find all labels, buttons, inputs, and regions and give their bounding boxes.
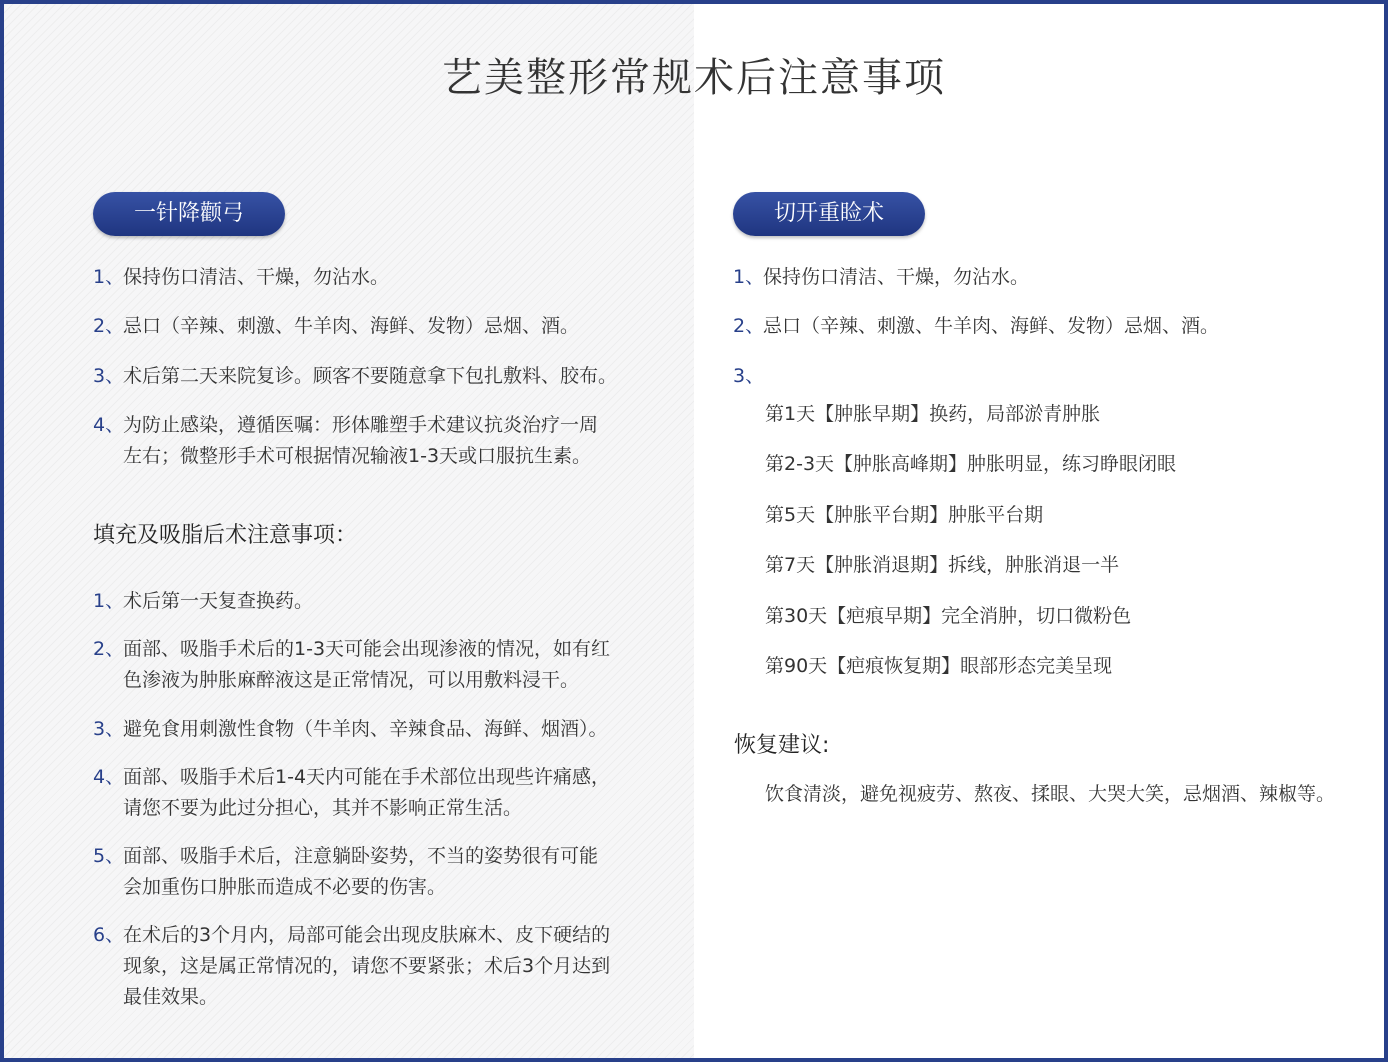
recovery-stage-2: 第2-3天【肿胀高峰期】肿胀明显，练习睁眼闭眼 (765, 453, 1177, 475)
item-number: 1、 (93, 266, 125, 288)
item-text: 最佳效果。 (123, 986, 219, 1008)
recovery-stage-3: 第5天【肿胀平台期】肿胀平台期 (765, 504, 1044, 526)
item-number: 4、 (93, 766, 125, 788)
item-text: 术后第二天来院复诊。顾客不要随意拿下包扎敷料、胶布。 (123, 365, 618, 387)
item-number: 1、 (733, 266, 765, 288)
item-number: 2、 (93, 638, 125, 660)
left-section-pill: 一针降颧弓 (93, 192, 285, 236)
item-number: 3、 (93, 365, 125, 387)
recovery-stage-1: 第1天【肿胀早期】换药，局部淤青肿胀 (765, 403, 1101, 425)
recovery-advice-text: 饮食清淡，避免视疲劳、熬夜、揉眼、大哭大笑，忌烟酒、辣椒等。 (765, 783, 1336, 805)
recovery-stage-4: 第7天【肿胀消退期】拆线，肿胀消退一半 (765, 554, 1120, 576)
item-text: 忌口（辛辣、刺激、牛羊肉、海鲜、发物）忌烟、酒。 (763, 315, 1220, 337)
item-number: 2、 (733, 315, 765, 337)
item-text: 会加重伤口肿胀而造成不必要的伤害。 (123, 876, 447, 898)
item-text: 在术后的3个月内，局部可能会出现皮肤麻木、皮下硬结的 (123, 924, 611, 946)
item-text: 保持伤口清洁、干燥，勿沾水。 (763, 266, 1030, 288)
recovery-stage-6: 第90天【疤痕恢复期】眼部形态完美呈现 (765, 655, 1113, 677)
section-heading-recovery-advice: 恢复建议: (734, 733, 830, 758)
item-text: 忌口（辛辣、刺激、牛羊肉、海鲜、发物）忌烟、酒。 (123, 315, 580, 337)
item-number: 2、 (93, 315, 125, 337)
page-title: 艺美整形常规术后注意事项 (442, 55, 946, 101)
recovery-stage-5: 第30天【疤痕早期】完全消肿，切口微粉色 (765, 605, 1132, 627)
item-number: 6、 (93, 924, 125, 946)
item-number: 4、 (93, 414, 125, 436)
item-text: 避免食用刺激性食物（牛羊肉、辛辣食品、海鲜、烟酒）。 (123, 718, 608, 740)
right-panel-background (694, 4, 1384, 1058)
item-text: 面部、吸脂手术后，注意躺卧姿势，不当的姿势很有可能 (123, 845, 599, 867)
item-text: 保持伤口清洁、干燥，勿沾水。 (123, 266, 390, 288)
item-text: 色渗液为肿胀麻醉液这是正常情况，可以用敷料浸干。 (123, 669, 580, 691)
section-heading-filler-liposuction: 填充及吸脂后术注意事项： (93, 523, 358, 548)
item-text: 面部、吸脂手术后的1-3天可能会出现渗液的情况，如有红 (123, 638, 611, 660)
item-number: 3、 (733, 365, 765, 387)
item-text: 术后第一天复查换药。 (123, 590, 314, 612)
item-number: 3、 (93, 718, 125, 740)
item-text: 面部、吸脂手术后1-4天内可能在手术部位出现些许痛感， (123, 766, 611, 788)
item-text: 请您不要为此过分担心，其并不影响正常生活。 (123, 797, 523, 819)
item-text: 现象，这是属正常情况的，请您不要紧张；术后3个月达到 (123, 955, 611, 977)
item-text: 为防止感染，遵循医嘱：形体雕塑手术建议抗炎治疗一周 (123, 414, 599, 436)
right-section-pill: 切开重睑术 (733, 192, 925, 236)
item-text: 左右；微整形手术可根据情况输液1-3天或口服抗生素。 (123, 445, 592, 467)
item-number: 1、 (93, 590, 125, 612)
item-number: 5、 (93, 845, 125, 867)
